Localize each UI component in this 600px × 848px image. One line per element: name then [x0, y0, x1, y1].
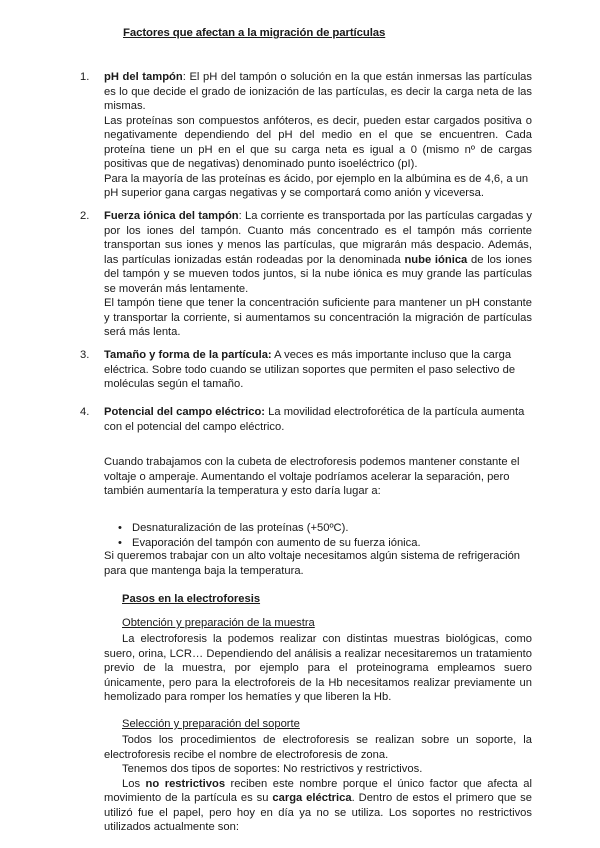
item-text: Para la mayoría de las proteínas es ácido, por ejemplo en la albúmina es de 4,6, a un pH superior gana cargas negativas y se comportará como anión y viceversa.	[104, 172, 529, 199]
paragraph-refrigeration: Si queremos trabajar con un alto voltaje necesitamos algún sistema de refrigeración para que mantenga baja la temperatura.	[104, 550, 521, 577]
item-heading: pH del tampón	[104, 71, 183, 83]
list-item-2	[80, 209, 532, 340]
paragraph-voltage: Cuando trabajamos con la cubeta de electroforesis podemos mantener constante el voltaje o amperaje. Aumentando el voltaje podríamos acelerar la separación, pero también aumentaría la temperatura y esto daría lugar a:	[104, 456, 520, 497]
item-text: : El pH del tampón o solución en la que están inmersas las partículas es lo que decide el grado de ionización de las partículas, es decir la carga neta de las mismas.	[104, 71, 532, 112]
item-bold-term: nube iónica	[404, 253, 468, 266]
paragraph-sample: La electroforesis la podemos realizar con distintas muestras biológicas, como suero, orina, LCR… Dependiendo del análisis a realizar necesitaremos un tratamiento previo de la muestra, por ejemplo para el proteinograma empleamos suero únicamente, pero para la electroforeis de la Hb necesitamos realizar previamente un hemolizado para romper los hematíes y que liberen la Hb.	[104, 633, 532, 703]
document-title: Factores que afectan a la migración de partículas	[123, 27, 386, 39]
item-number: 3.	[80, 349, 90, 361]
item-number: 4.	[80, 406, 90, 418]
support-section	[104, 733, 532, 835]
list-item: • Evaporación del tampón con aumento de su fuerza iónica.	[118, 536, 421, 549]
list-item-3	[80, 348, 532, 392]
bullet-icon: •	[118, 536, 122, 549]
section-title: Pasos en la electroforesis	[122, 593, 261, 605]
item-text: Las proteínas son compuestos anfóteros, es decir, pueden estar cargados positiva o negativamente dependiendo del pH del medio en el que se encuentren. Cada proteína tiene un pH en el que su carga neta es igual a 0 (mismo nº de cargas positivas que de negativas) denominado punto isoeléctrico (pI).	[104, 114, 532, 170]
item-heading: Tamaño y forma de la partícula:	[104, 349, 272, 361]
item-heading: Potencial del campo eléctrico:	[104, 406, 266, 418]
paragraph-support-3: Los no restrictivos reciben este nombre porque el único factor que afecta al movimiento de la partícula es su carga eléctrica. Dentro de estos el primero que se utilizó fue el papel, pero hoy en día ya no se utiliza. Los soportes no restrictivos utilizados actualmente son:	[104, 777, 532, 833]
paragraph-support-2: Tenemos dos tipos de soportes: No restrictivos y restrictivos.	[122, 763, 423, 775]
item-text: : La corriente es transportada por las partículas cargadas y por los iones del tampón. Cuanto más concentrado es el tampón más corriente transportan sus iones y menos las partículas, que migrarán más despacio. Además, las partículas ionizadas están rodeadas por la denominada	[104, 210, 532, 266]
list-item-4	[80, 405, 532, 434]
item-heading: Fuerza iónica del tampón	[104, 210, 239, 222]
bold-term: carga eléctrica	[272, 792, 352, 804]
bold-term: no restrictivos	[145, 777, 226, 790]
subsection-title-sample: Obtención y preparación de la muestra	[122, 617, 315, 629]
list-item: • Desnaturalización de las proteínas (+50ºC).	[118, 522, 349, 534]
item-number: 1.	[80, 71, 90, 83]
bullet-icon: •	[118, 522, 122, 534]
subsection-title-support: Selección y preparación del soporte	[122, 718, 300, 730]
list-item-1	[80, 70, 532, 201]
paragraph-support-1: Todos los procedimientos de electroforesis se realizan sobre un soporte, la electroforesis recibe el nombre de electroforesis de zona.	[104, 734, 532, 761]
bullet-list	[118, 521, 518, 550]
item-number: 2.	[80, 210, 90, 222]
item-text: El tampón tiene que tener la concentración suficiente para mantener un pH constante y transportar la corriente, si aumentamos su concentración la migración de partículas será más lenta.	[104, 297, 532, 338]
item-text: La movilidad electroforética de la partícula aumenta con el potencial del campo eléctrico.	[104, 406, 525, 433]
item-text: A veces es más importante incluso que la carga eléctrica. Sobre todo cuando se utilizan soportes que permiten el paso selectivo de moléculas según el tamaño.	[104, 349, 516, 390]
item-text: de los iones del tampón y se mueven todos juntos, si la nube iónica es muy grande las partículas se moverán más lentamente.	[104, 253, 532, 295]
